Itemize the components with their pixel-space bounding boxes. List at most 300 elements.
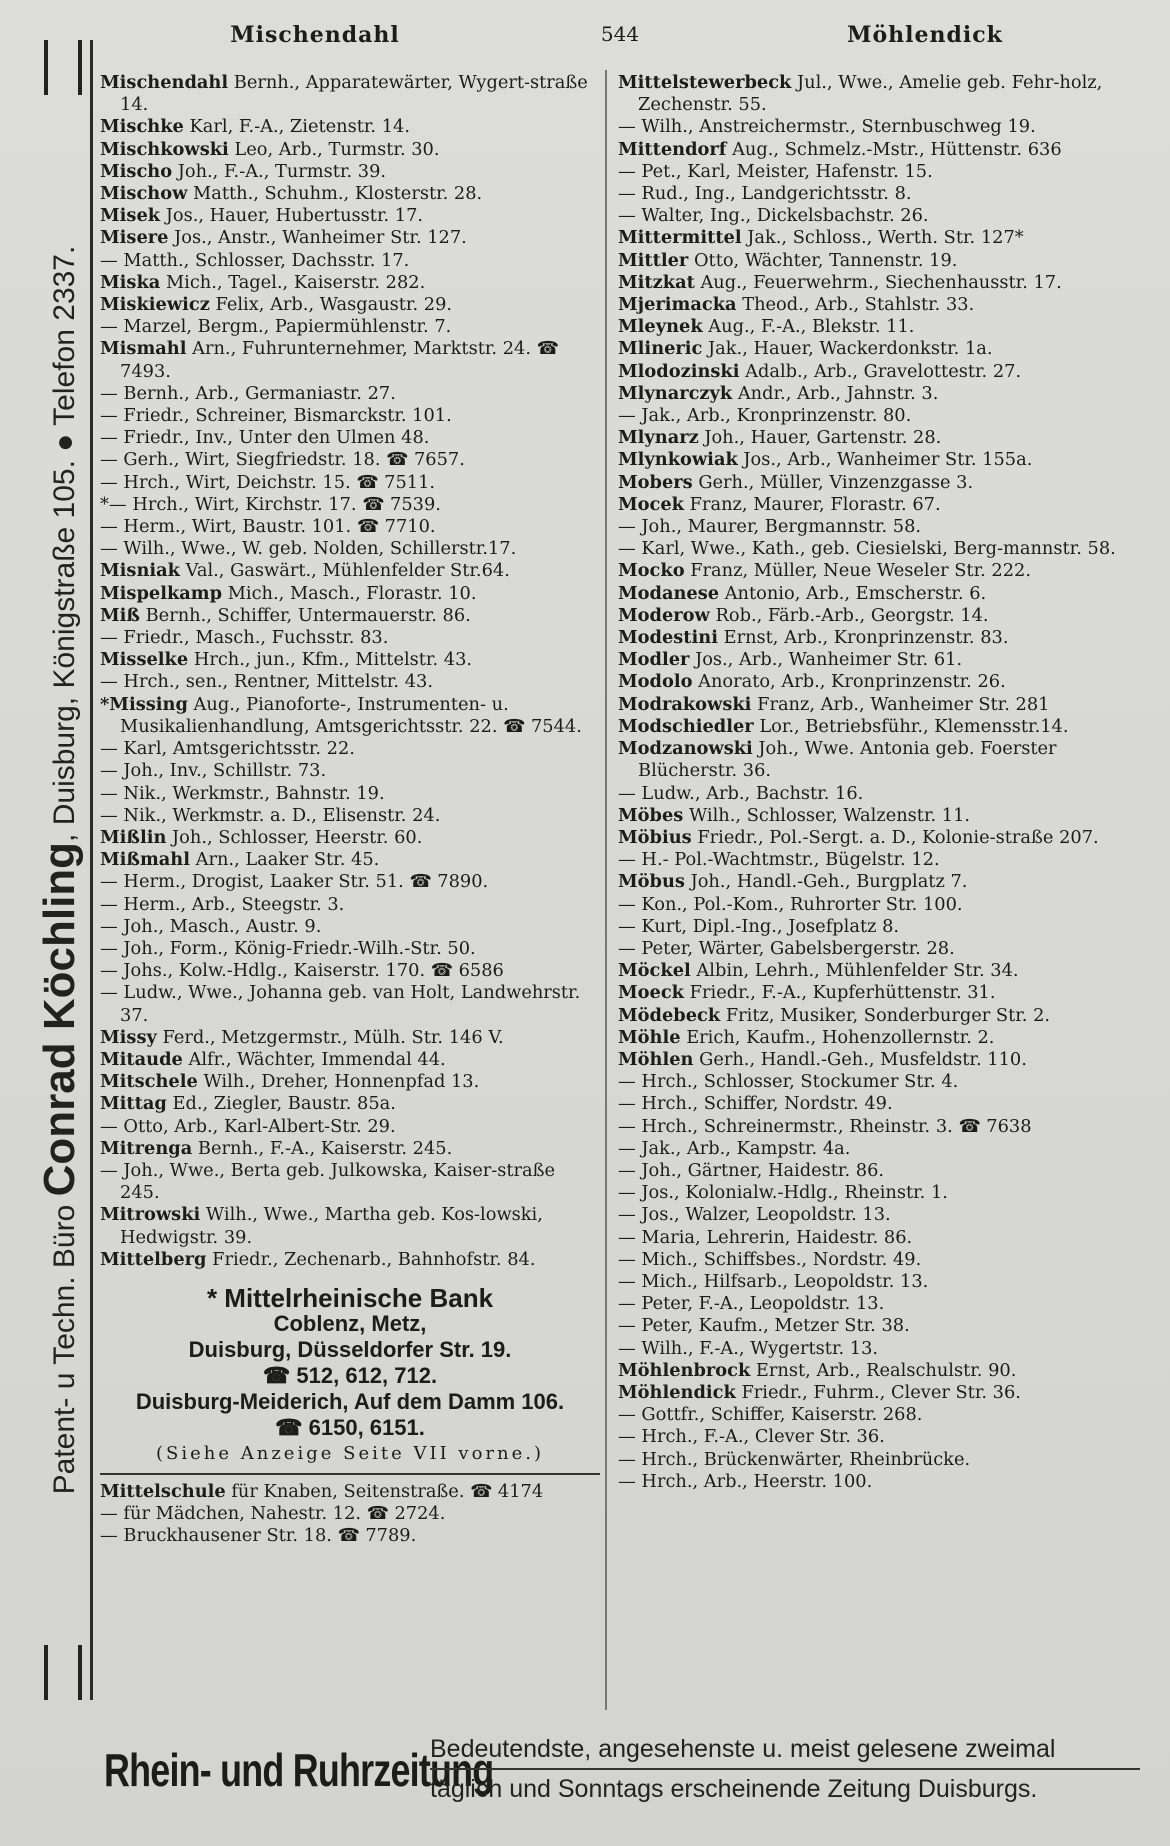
- entry-surname: Mismahl: [100, 338, 187, 360]
- entry-surname: Missy: [100, 1026, 157, 1048]
- entry-surname: Modschiedler: [618, 715, 754, 737]
- side-advertisement: [30, 40, 93, 1700]
- directory-entry: [100, 1138, 600, 1160]
- entry-surname: Modzanowski: [618, 738, 753, 760]
- directory-entry: [100, 250, 600, 272]
- directory-entry: [618, 916, 1146, 938]
- entry-surname: Modolo: [618, 671, 693, 693]
- bank-cities: Coblenz, Metz,: [273, 1310, 427, 1336]
- entry-details: Otto, Wächter, Tannenstr. 19.: [688, 249, 958, 271]
- entry-details: — Wilh., F.-A., Wygertstr. 13.: [618, 1337, 879, 1359]
- right-column: [618, 72, 1146, 1493]
- directory-entry: [618, 1471, 1146, 1493]
- entry-details: — Hrch., sen., Rentner, Mittelstr. 43.: [100, 671, 433, 693]
- directory-entry: [618, 116, 1146, 138]
- directory-entry: [618, 805, 1146, 827]
- entry-details: — Kurt, Dipl.-Ing., Josefplatz 8.: [618, 915, 900, 937]
- entry-details: Bernh., F.-A., Kaiserstr. 245.: [192, 1137, 453, 1159]
- entry-details: — Joh., Wwe., Berta geb. Julkowska, Kaiser-straße 245.: [100, 1159, 556, 1204]
- directory-entry: [100, 1525, 600, 1547]
- entry-details: für Knaben, Seitenstraße. ☎ 4174: [225, 1480, 544, 1502]
- directory-entry: [100, 316, 600, 338]
- entry-details: Jul., Wwe., Amelie geb. Fehr-holz, Zechenstr. 55.: [638, 72, 1103, 116]
- directory-entry: [100, 72, 600, 116]
- directory-entry: [618, 627, 1146, 649]
- directory-entry: [618, 605, 1146, 627]
- entry-details: — Walter, Ing., Dickelsbachstr. 26.: [618, 205, 929, 227]
- directory-entry: [100, 116, 600, 138]
- entry-surname: Mischow: [100, 183, 188, 205]
- double-rule: [44, 1645, 82, 1700]
- entry-details: Ernst, Arb., Kronprinzenstr. 83.: [717, 627, 1009, 649]
- directory-entry: [618, 649, 1146, 671]
- entry-details: Antonio, Arb., Emscherstr. 6.: [719, 582, 987, 604]
- directory-entry: [618, 1116, 1146, 1138]
- entry-details: Jos., Arb., Wanheimer Str. 61.: [689, 649, 963, 671]
- directory-entry: [100, 738, 600, 760]
- entry-details: Rob., Färb.-Arb., Georgstr. 14.: [709, 604, 989, 626]
- entry-details: Franz, Arb., Wanheimer Str. 281: [751, 693, 1050, 715]
- directory-entry: [618, 161, 1146, 183]
- entry-details: — Maria, Lehrerin, Haidestr. 86.: [618, 1226, 913, 1248]
- entry-surname: Mlynarczyk: [618, 382, 733, 404]
- entry-details: Wilh., Schlosser, Walzenstr. 11.: [683, 804, 971, 826]
- directory-entry: [100, 405, 600, 427]
- entry-details: — Hrch., Schiffer, Nordstr. 49.: [618, 1093, 893, 1115]
- directory-entry: [100, 1204, 600, 1248]
- directory-entry: [100, 427, 600, 449]
- entry-details: — Joh., Maurer, Bergmannstr. 58.: [618, 516, 922, 538]
- directory-entry: [100, 538, 600, 560]
- entry-details: — Friedr., Masch., Fuchsstr. 83.: [100, 627, 389, 649]
- bank-address-1: Duisburg, Düsseldorfer Str. 19.: [188, 1336, 512, 1362]
- directory-entry: [618, 405, 1146, 427]
- directory-entry: [100, 1249, 600, 1271]
- entry-details: — Joh., Gärtner, Haidestr. 86.: [618, 1159, 885, 1181]
- entry-details: Joh., Wwe. Antonia geb. Foerster Blücherstr. 36.: [638, 738, 1057, 782]
- entry-details: Joh., F.-A., Turmstr. 39.: [172, 160, 387, 182]
- directory-entry: [618, 1382, 1146, 1404]
- directory-entry: [100, 449, 600, 471]
- left-column: [100, 72, 600, 1548]
- right-entry-list: [618, 72, 1146, 1493]
- entry-details: — Karl, Amtsgerichtsstr. 22.: [100, 738, 355, 760]
- entry-surname: Miskiewicz: [100, 294, 210, 316]
- entry-details: Erich, Kaufm., Hohenzollernstr. 2.: [680, 1026, 995, 1048]
- entry-details: Jak., Hauer, Wackerdonkstr. 1a.: [702, 338, 993, 360]
- entry-surname: Mitzkat: [618, 271, 695, 293]
- directory-entry: [618, 250, 1146, 272]
- entry-details: Gerh., Müller, Vinzenzgasse 3.: [692, 471, 974, 493]
- directory-entry: [100, 1116, 600, 1138]
- entry-surname: Mittelberg: [100, 1248, 207, 1270]
- side-ad-text: [32, 67, 88, 1673]
- entry-details: — Mich., Hilfsarb., Leopoldstr. 13.: [618, 1270, 929, 1292]
- directory-entry: [618, 1426, 1146, 1448]
- column-divider: [605, 70, 607, 1710]
- entry-details: — Friedr., Schreiner, Bismarckstr. 101.: [100, 405, 452, 427]
- entry-surname: Mocek: [618, 493, 685, 515]
- directory-entry: [618, 1449, 1146, 1471]
- entry-details: — Peter, F.-A., Leopoldstr. 13.: [618, 1293, 885, 1315]
- side-ad-part3: , Duisburg, Königstraße 105. ● Telefon 2337.: [48, 245, 81, 842]
- entry-details: Theod., Arb., Stahlstr. 33.: [736, 294, 975, 316]
- entry-surname: Mitrenga: [100, 1137, 193, 1159]
- directory-entry: [618, 516, 1146, 538]
- directory-entry: [618, 1182, 1146, 1204]
- entry-surname: Mleynek: [618, 316, 703, 338]
- directory-entry: [618, 738, 1146, 782]
- entry-details: Friedr., Fuhrm., Clever Str. 36.: [735, 1381, 1021, 1403]
- entry-surname: Mitaude: [100, 1048, 183, 1070]
- entry-surname: Mittag: [100, 1093, 167, 1115]
- directory-entry: [100, 205, 600, 227]
- side-ad-part1: Patent- u Techn. Büro: [48, 1196, 81, 1495]
- directory-entry: [618, 472, 1146, 494]
- entry-details: — Jak., Arb., Kampstr. 4a.: [618, 1137, 851, 1159]
- entry-surname: Mocko: [618, 560, 685, 582]
- entry-details: — Peter, Kaufm., Metzer Str. 38.: [618, 1315, 910, 1337]
- directory-entry: [618, 205, 1146, 227]
- entry-details: Franz, Maurer, Florastr. 67.: [684, 493, 941, 515]
- directory-entry: [618, 1027, 1146, 1049]
- directory-entry: [100, 960, 600, 982]
- directory-entry: [618, 1293, 1146, 1315]
- directory-entry: [100, 982, 600, 1026]
- entry-details: Aug., Feuerwehrm., Siechenhausstr. 17.: [694, 271, 1062, 293]
- directory-entry: [618, 1138, 1146, 1160]
- header-right-keyword: Möhlendick: [847, 22, 1003, 48]
- entry-details: Arn., Laaker Str. 45.: [189, 849, 380, 871]
- directory-entry: [100, 1049, 600, 1071]
- entry-details: Fritz, Musiker, Sonderburger Str. 2.: [720, 1004, 1051, 1026]
- entry-details: Joh., Schlosser, Heerstr. 60.: [166, 826, 423, 848]
- directory-entry: [100, 294, 600, 316]
- entry-details: — Karl, Wwe., Kath., geb. Ciesielski, Berg-mannstr. 58.: [618, 538, 1116, 560]
- directory-entry: [618, 183, 1146, 205]
- entry-details: — Herm., Wirt, Baustr. 101. ☎ 7710.: [100, 516, 436, 538]
- left-entry-list-after: [100, 1481, 600, 1548]
- entry-details: — Friedr., Inv., Unter den Ulmen 48.: [100, 427, 430, 449]
- directory-entry: [618, 1249, 1146, 1271]
- entry-surname: Mlynarz: [618, 427, 699, 449]
- directory-entry: [100, 472, 600, 494]
- entry-details: — Nik., Werkmstr., Bahnstr. 19.: [100, 782, 385, 804]
- entry-details: — Kon., Pol.-Kom., Ruhrorter Str. 100.: [618, 893, 963, 915]
- entry-details: Bernh., Apparatewärter, Wygert-straße 14.: [120, 72, 588, 116]
- directory-entry: [618, 316, 1146, 338]
- directory-entry: [618, 871, 1146, 893]
- directory-entry: [100, 605, 600, 627]
- directory-entry: [618, 139, 1146, 161]
- directory-entry: [618, 361, 1146, 383]
- entry-details: Andr., Arb., Jahnstr. 3.: [732, 382, 939, 404]
- directory-entry: [100, 849, 600, 871]
- entry-details: Adalb., Arb., Gravelottestr. 27.: [739, 360, 1022, 382]
- entry-details: — Wilh., Wwe., W. geb. Nolden, Schillerstr.17.: [100, 538, 517, 560]
- entry-details: — Joh., Form., König-Friedr.-Wilh.-Str. 50.: [100, 937, 476, 959]
- entry-details: — Gottfr., Schiffer, Kaiserstr. 268.: [618, 1404, 923, 1426]
- directory-entry: [100, 338, 600, 382]
- entry-surname: *Missing: [100, 693, 188, 715]
- bank-phone-1: ☎ 512, 612, 712.: [262, 1362, 438, 1388]
- entry-details: Aug., Schmelz.-Mstr., Hüttenstr. 636: [726, 138, 1062, 160]
- directory-entry: [618, 583, 1146, 605]
- entry-surname: Möhlendick: [618, 1381, 736, 1403]
- entry-surname: Mispelkamp: [100, 582, 223, 604]
- directory-entry: [100, 516, 600, 538]
- entry-surname: Mittelschule: [100, 1480, 226, 1502]
- entry-details: Ernst, Arb., Realschulstr. 90.: [750, 1359, 1017, 1381]
- directory-entry: [100, 139, 600, 161]
- entry-surname: Mischendahl: [100, 72, 229, 93]
- entry-surname: Modler: [618, 649, 690, 671]
- entry-details: Joh., Handl.-Geh., Burgplatz 7.: [684, 871, 968, 893]
- side-ad-company: Conrad Köchling: [35, 841, 84, 1197]
- entry-details: Wilh., Wwe., Martha geb. Kos-lowski, Hedwigstr. 39.: [120, 1204, 543, 1248]
- directory-entry: [618, 227, 1146, 249]
- entry-surname: Misere: [100, 227, 169, 249]
- directory-entry: [618, 827, 1146, 849]
- directory-entry: [618, 716, 1146, 738]
- divider: [100, 1473, 600, 1475]
- entry-details: — Hrch., Schreinermstr., Rheinstr. 3. ☎ 7638: [618, 1115, 1032, 1137]
- entry-surname: Möbius: [618, 826, 692, 848]
- directory-entry: [100, 827, 600, 849]
- entry-details: Alfr., Wächter, Immendal 44.: [182, 1048, 446, 1070]
- entry-details: — Pet., Karl, Meister, Hafenstr. 15.: [618, 160, 933, 182]
- bank-phone-2: ☎ 6150, 6151.: [275, 1414, 425, 1440]
- directory-entry: [618, 1204, 1146, 1226]
- directory-entry: [100, 383, 600, 405]
- directory-entry: [618, 894, 1146, 916]
- directory-entry: [100, 1481, 600, 1503]
- directory-entry: [100, 1160, 600, 1204]
- entry-details: — Marzel, Bergm., Papiermühlenstr. 7.: [100, 316, 452, 338]
- entry-details: Jos., Anstr., Wanheimer Str. 127.: [168, 227, 467, 249]
- directory-entry: [618, 694, 1146, 716]
- entry-details: Joh., Hauer, Gartenstr. 28.: [698, 427, 942, 449]
- entry-details: — Mich., Schiffsbes., Nordstr. 49.: [618, 1248, 922, 1270]
- entry-surname: Mittermittel: [618, 227, 742, 249]
- entry-details: — Johs., Kolw.-Hdlg., Kaiserstr. 170. ☎ 6586: [100, 960, 504, 982]
- entry-details: Wilh., Dreher, Honnenpfad 13.: [197, 1071, 480, 1093]
- entry-details: — Hrch., Schlosser, Stockumer Str. 4.: [618, 1071, 959, 1093]
- directory-entry: [100, 627, 600, 649]
- entry-details: — Peter, Wärter, Gabelsbergerstr. 28.: [618, 937, 955, 959]
- entry-surname: Möbes: [618, 804, 684, 826]
- entry-surname: Möhlenbrock: [618, 1359, 751, 1381]
- entry-details: — Jak., Arb., Kronprinzenstr. 80.: [618, 405, 912, 427]
- entry-details: — H.- Pol.-Wachtmstr., Bügelstr. 12.: [618, 849, 940, 871]
- entry-details: Albin, Lehrh., Mühlenfelder Str. 34.: [690, 960, 1019, 982]
- directory-entry: [618, 383, 1146, 405]
- entry-details: *— Hrch., Wirt, Kirchstr. 17. ☎ 7539.: [100, 493, 441, 515]
- directory-entry: [100, 783, 600, 805]
- directory-entry: [618, 538, 1146, 560]
- entry-details: — Hrch., Brückenwärter, Rheinbrücke.: [618, 1448, 971, 1470]
- directory-entry: [618, 338, 1146, 360]
- entry-surname: Mlynkowiak: [618, 449, 738, 471]
- entry-details: — Joh., Masch., Austr. 9.: [100, 915, 322, 937]
- directory-entry: [618, 560, 1146, 582]
- entry-details: — Herm., Drogist, Laaker Str. 51. ☎ 7890.: [100, 871, 489, 893]
- entry-details: — Bernh., Arb., Germaniastr. 27.: [100, 382, 396, 404]
- entry-surname: Mitrowski: [100, 1204, 201, 1226]
- entry-surname: Moderow: [618, 604, 710, 626]
- directory-entry: [100, 871, 600, 893]
- entry-details: Gerh., Handl.-Geh., Musfeldstr. 110.: [693, 1048, 1027, 1070]
- entry-details: — Herm., Arb., Steegstr. 3.: [100, 893, 345, 915]
- entry-surname: Möhlen: [618, 1048, 694, 1070]
- directory-entry: [100, 560, 600, 582]
- entry-details: Val., Gaswärt., Mühlenfelder Str.64.: [179, 560, 510, 582]
- entry-details: — Hrch., Wirt, Deichstr. 15. ☎ 7511.: [100, 471, 436, 493]
- entry-details: — Ludw., Arb., Bachstr. 16.: [618, 782, 864, 804]
- entry-details: — Bruckhausener Str. 18. ☎ 7789.: [100, 1525, 417, 1547]
- left-entry-list: [100, 72, 600, 1271]
- entry-details: Aug., F.-A., Blekstr. 11.: [702, 316, 915, 338]
- entry-surname: Misniak: [100, 560, 180, 582]
- directory-entry: [618, 1404, 1146, 1426]
- entry-surname: Mobers: [618, 471, 693, 493]
- entry-details: — Jos., Kolonialw.-Hdlg., Rheinstr. 1.: [618, 1182, 948, 1204]
- entry-details: — Rud., Ing., Landgerichtsstr. 8.: [618, 183, 912, 205]
- entry-details: Felix, Arb., Wasgaustr. 29.: [209, 294, 453, 316]
- entry-surname: Möhle: [618, 1026, 681, 1048]
- directory-entry: [100, 183, 600, 205]
- entry-details: — Hrch., F.-A., Clever Str. 36.: [618, 1426, 885, 1448]
- newspaper-logo: Rhein- und Ruhrzeitung: [104, 1744, 494, 1796]
- entry-surname: Modrakowski: [618, 693, 752, 715]
- entry-details: Ferd., Metzgermstr., Mülh. Str. 146 V.: [156, 1026, 504, 1048]
- directory-entry: [618, 1227, 1146, 1249]
- header-left-keyword: Mischendahl: [230, 22, 400, 48]
- entry-details: Franz, Müller, Neue Weseler Str. 222.: [684, 560, 1032, 582]
- entry-surname: Mjerimacka: [618, 294, 737, 316]
- entry-details: Karl, F.-A., Zietenstr. 14.: [183, 116, 410, 138]
- directory-entry: [100, 671, 600, 693]
- directory-entry: [100, 938, 600, 960]
- directory-entry: [100, 805, 600, 827]
- entry-details: — Wilh., Anstreichermstr., Sternbuschweg 19.: [618, 116, 1036, 138]
- entry-details: Ed., Ziegler, Baustr. 85a.: [166, 1093, 396, 1115]
- directory-entry: [618, 938, 1146, 960]
- entry-surname: Mischke: [100, 116, 184, 138]
- entry-details: — Gerh., Wirt, Siegfriedstr. 18. ☎ 7657.: [100, 449, 465, 471]
- entry-details: — Matth., Schlosser, Dachsstr. 17.: [100, 249, 410, 271]
- directory-entry: [618, 671, 1146, 693]
- entry-details: Mich., Tagel., Kaiserstr. 282.: [160, 271, 426, 293]
- directory-entry: [100, 494, 600, 516]
- directory-entry: [618, 1049, 1146, 1071]
- directory-entry: [100, 272, 600, 294]
- newspaper-ad-line-2: täglich und Sonntags erscheinende Zeitung Duisburgs.: [430, 1775, 1038, 1803]
- entry-surname: Miska: [100, 271, 161, 293]
- directory-entry: [618, 294, 1146, 316]
- entry-details: — Ludw., Wwe., Johanna geb. van Holt, Landwehrstr. 37.: [100, 982, 581, 1026]
- entry-details: Matth., Schuhm., Klosterstr. 28.: [187, 183, 483, 205]
- entry-surname: Möckel: [618, 960, 691, 982]
- entry-details: — Nik., Werkmstr. a. D., Elisenstr. 24.: [100, 804, 441, 826]
- newspaper-ad-line-1: Bedeutendste, angesehenste u. meist gelesene zweimal: [430, 1730, 1140, 1770]
- directory-entry: [100, 227, 600, 249]
- directory-entry: [618, 1271, 1146, 1293]
- directory-entry: [618, 1315, 1146, 1337]
- entry-surname: Modestini: [618, 627, 718, 649]
- directory-entry: [618, 272, 1146, 294]
- page-header: [100, 22, 1140, 62]
- entry-details: — Joh., Inv., Schillstr. 73.: [100, 760, 327, 782]
- bank-note: (Siehe Anzeige Seite VII vorne.): [156, 1442, 544, 1464]
- directory-entry: [100, 1503, 600, 1525]
- entry-details: Aug., Pianoforte-, Instrumenten- u. Musikalienhandlung, Amtsgerichtsstr. 22. ☎ 7544.: [120, 693, 582, 737]
- directory-entry: [100, 161, 600, 183]
- bank-advertisement: [100, 1282, 600, 1467]
- directory-entry: [618, 494, 1146, 516]
- directory-entry: [100, 694, 600, 738]
- entry-details: Anorato, Arb., Kronprinzenstr. 26.: [692, 671, 1006, 693]
- directory-entry: [618, 783, 1146, 805]
- entry-surname: Mißmahl: [100, 849, 190, 871]
- entry-surname: Moeck: [618, 982, 685, 1004]
- directory-entry: [100, 1071, 600, 1093]
- entry-details: Lor., Betriebsführ., Klemensstr.14.: [753, 715, 1069, 737]
- directory-entry: [618, 72, 1146, 116]
- directory-entry: [100, 894, 600, 916]
- entry-surname: Mlineric: [618, 338, 703, 360]
- directory-entry: [618, 960, 1146, 982]
- entry-details: Leo, Arb., Turmstr. 30.: [228, 138, 440, 160]
- entry-details: Arn., Fuhrunternehmer, Marktstr. 24. ☎ 7493.: [120, 338, 559, 382]
- directory-entry: [100, 649, 600, 671]
- entry-details: Friedr., Pol.-Sergt. a. D., Kolonie-straße 207.: [691, 826, 1099, 848]
- entry-details: Friedr., Zechenarb., Bahnhofstr. 84.: [206, 1248, 536, 1270]
- entry-details: Jos., Hauer, Hubertusstr. 17.: [160, 205, 424, 227]
- directory-entry: [100, 916, 600, 938]
- entry-details: — Otto, Arb., Karl-Albert-Str. 29.: [100, 1115, 396, 1137]
- directory-entry: [618, 1071, 1146, 1093]
- entry-surname: Miß: [100, 604, 140, 626]
- entry-details: Mich., Masch., Florastr. 10.: [222, 582, 477, 604]
- directory-entry: [100, 1027, 600, 1049]
- entry-surname: Mischo: [100, 160, 173, 182]
- directory-entry: [618, 1160, 1146, 1182]
- bank-name: * Mittelrheinische Bank: [206, 1282, 494, 1313]
- entry-surname: Mißlin: [100, 826, 167, 848]
- directory-entry: [618, 427, 1146, 449]
- directory-entry: [618, 1338, 1146, 1360]
- entry-details: Hrch., jun., Kfm., Mittelstr. 43.: [188, 649, 473, 671]
- directory-entry: [100, 760, 600, 782]
- entry-surname: Mittelstewerbeck: [618, 72, 792, 93]
- directory-entry: [618, 982, 1146, 1004]
- entry-surname: Modanese: [618, 582, 720, 604]
- directory-entry: [618, 1005, 1146, 1027]
- entry-details: — Jos., Walzer, Leopoldstr. 13.: [618, 1204, 891, 1226]
- entry-surname: Mitschele: [100, 1071, 198, 1093]
- entry-surname: Misek: [100, 205, 161, 227]
- entry-details: Jak., Schloss., Werth. Str. 127*: [741, 227, 1024, 249]
- entry-surname: Misselke: [100, 649, 189, 671]
- newspaper-advertisement: [100, 1720, 1140, 1820]
- entry-details: — für Mädchen, Nahestr. 12. ☎ 2724.: [100, 1503, 446, 1525]
- entry-surname: Mischkowski: [100, 138, 229, 160]
- entry-details: Friedr., F.-A., Kupferhüttenstr. 31.: [684, 982, 996, 1004]
- directory-entry: [618, 1093, 1146, 1115]
- entry-surname: Mlodozinski: [618, 360, 740, 382]
- entry-details: Jos., Arb., Wanheimer Str. 155a.: [737, 449, 1033, 471]
